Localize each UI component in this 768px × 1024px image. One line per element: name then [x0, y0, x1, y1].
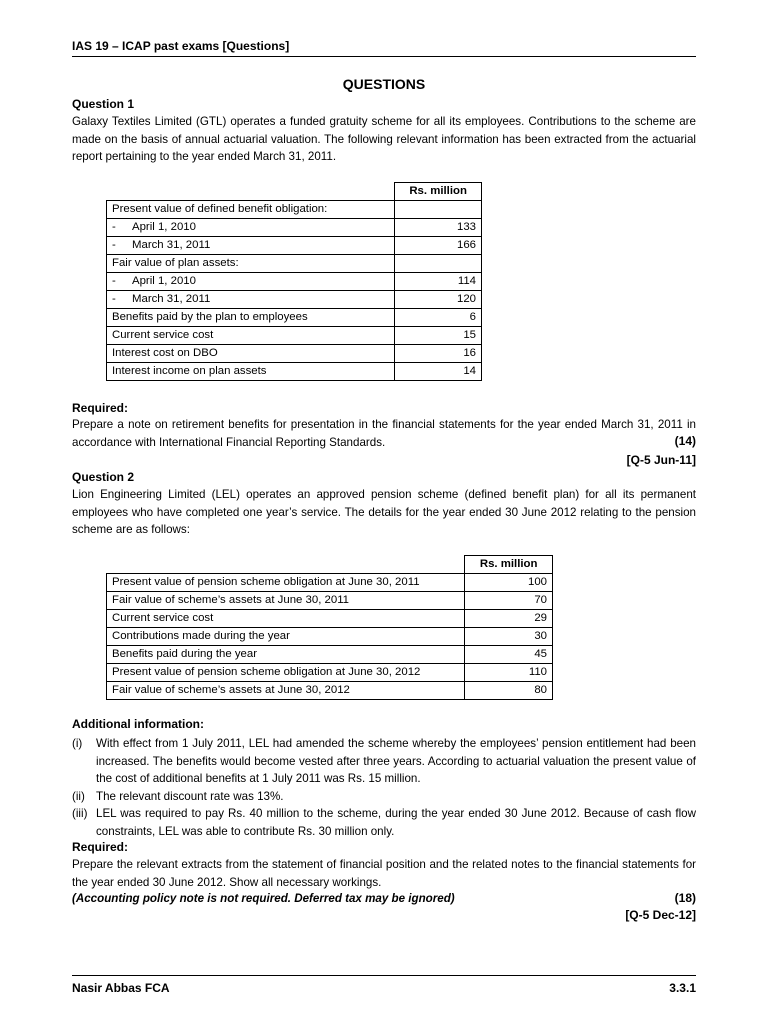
row-label	[107, 345, 395, 363]
row-label	[107, 574, 465, 592]
row-value: 45	[465, 646, 553, 664]
row-label-text: Current service cost	[112, 612, 214, 624]
row-value: 16	[395, 345, 482, 363]
list-item	[72, 805, 696, 840]
question-2-table	[106, 555, 553, 700]
row-label	[107, 682, 465, 700]
column-header: Rs. million	[465, 556, 553, 574]
row-label-text: Benefits paid by the plan to employees	[112, 311, 308, 323]
row-value: 80	[465, 682, 553, 700]
row-label	[107, 309, 395, 327]
page-number: 3.3.1	[669, 981, 696, 995]
dash-marker: -	[112, 275, 116, 287]
row-label	[107, 610, 465, 628]
list-text: LEL was required to pay Rs. 40 million to the scheme, during the year ended 30 June 2012. Because of cash flow constraints, LEL was able to contribute Rs. 30 million only.	[96, 807, 696, 838]
row-value: 70	[465, 592, 553, 610]
row-label-text: Benefits paid during the year	[112, 648, 258, 660]
page	[72, 0, 696, 1024]
row-label	[107, 646, 465, 664]
row-label-text: Fair value of scheme’s assets at June 30, 2011	[112, 594, 350, 606]
row-value: 120	[395, 291, 482, 309]
row-label	[107, 327, 395, 345]
row-label-text: April 1, 2010	[132, 221, 196, 233]
row-label-text: Present value of pension scheme obligation at June 30, 2011	[112, 576, 420, 588]
row-value	[395, 201, 482, 219]
table-row	[107, 682, 553, 700]
row-value: 29	[465, 610, 553, 628]
row-label	[107, 255, 395, 273]
row-value: 166	[395, 237, 482, 255]
table-row	[107, 327, 482, 345]
row-label	[107, 628, 465, 646]
table-row	[107, 646, 553, 664]
row-label	[107, 291, 395, 309]
question-2-marks: (18)	[674, 891, 696, 905]
table-row	[107, 610, 553, 628]
question-1-intro: Galaxy Textiles Limited (GTL) operates a funded gratuity scheme for all its employees. Contributions to the scheme are made on the basis of annual actuarial valuation. The following relevant information has been extracted from the actuarial report pertaining to the year ended March 31, 2011.	[72, 115, 696, 163]
row-label	[107, 201, 395, 219]
table-row	[107, 201, 482, 219]
dash-marker: -	[112, 293, 116, 305]
row-label-text: Fair value of plan assets:	[112, 257, 239, 269]
list-marker: (iii)	[72, 807, 88, 820]
row-label-text: Present value of pension scheme obligation at June 30, 2012	[112, 666, 421, 678]
table-row	[107, 237, 482, 255]
row-label-text: Present value of defined benefit obligation:	[112, 203, 328, 215]
dash-marker: -	[112, 221, 116, 233]
row-label-text: Interest cost on DBO	[112, 347, 218, 359]
question-1-required-label: Required:	[72, 401, 129, 415]
table-row	[107, 219, 482, 237]
list-marker: (ii)	[72, 789, 85, 803]
question-2-required-text: Prepare the relevant extracts from the statement of financial position and the related notes to the financial statements for the year ended 30 June 2012. Show all necessary workings.	[72, 858, 696, 889]
row-label-text: Current service cost	[112, 329, 214, 341]
footer-author: Nasir Abbas FCA	[72, 981, 170, 995]
question-1-heading: Question 1	[72, 97, 135, 111]
question-1-required-text	[72, 416, 696, 451]
table-row	[107, 363, 482, 381]
dash-marker: -	[112, 239, 116, 251]
list-text: With effect from 1 July 2011, LEL had amended the scheme whereby the employees’ pension entitlement had been increased. The benefits would become vested after three years. According to actuarial valuation the present value of the cost of additional benefits at 1 July 2011 was Rs. 15 million.	[96, 737, 696, 785]
column-header: Rs. million	[395, 183, 482, 201]
question-1-reference: [Q-5 Jun-11]	[626, 453, 696, 467]
running-header: IAS 19 – ICAP past exams [Questions]	[72, 38, 696, 57]
question-2-note: (Accounting policy note is not required. Deferred tax may be ignored)	[72, 892, 455, 905]
question-1-marks: (14)	[674, 434, 696, 448]
question-1-table	[106, 182, 482, 381]
table-header-row	[107, 556, 553, 574]
row-label-text: Contributions made during the year	[112, 630, 290, 642]
list-marker: (i)	[72, 737, 83, 750]
table-row	[107, 273, 482, 291]
list-item	[72, 735, 696, 788]
table-row	[107, 345, 482, 363]
row-label-text: April 1, 2010	[132, 275, 196, 287]
row-value	[395, 255, 482, 273]
row-label-text: March 31, 2011	[132, 239, 211, 251]
table-row	[107, 291, 482, 309]
row-label	[107, 273, 395, 291]
question-2-intro: Lion Engineering Limited (LEL) operates an approved pension scheme (defined benefit plan) for all its permanent employees who have completed one year’s service. The details for the year ended 30 June 2012 relating to the pension scheme are as follows:	[72, 488, 696, 536]
row-label-text: Interest income on plan assets	[112, 365, 267, 377]
required-text: Prepare a note on retirement benefits for presentation in the financial statements for the year ended March 31, 2011 in accordance with International Financial Reporting Standards.	[72, 418, 696, 449]
list-text: The relevant discount rate was 13%.	[96, 789, 284, 803]
table-row	[107, 574, 553, 592]
row-value: 15	[395, 327, 482, 345]
additional-info-label: Additional information:	[72, 717, 204, 731]
row-value: 114	[395, 273, 482, 291]
table-row	[107, 664, 553, 682]
question-2-required-label: Required:	[72, 840, 129, 854]
row-label	[107, 219, 395, 237]
row-label	[107, 664, 465, 682]
row-label-text: Fair value of scheme’s assets at June 30, 2012	[112, 684, 350, 696]
page-title: QUESTIONS	[342, 76, 426, 92]
table-row	[107, 592, 553, 610]
page-footer	[72, 975, 696, 997]
list-item	[72, 788, 696, 806]
row-value: 110	[465, 664, 553, 682]
row-value: 14	[395, 363, 482, 381]
additional-info-list	[72, 735, 696, 840]
row-value: 133	[395, 219, 482, 237]
question-2-reference: [Q-5 Dec-12]	[625, 908, 696, 922]
row-value: 6	[395, 309, 482, 327]
table-header-row	[107, 183, 482, 201]
row-label	[107, 237, 395, 255]
table-row	[107, 309, 482, 327]
row-value: 100	[465, 574, 553, 592]
table-row	[107, 255, 482, 273]
question-2-heading: Question 2	[72, 470, 135, 484]
row-value: 30	[465, 628, 553, 646]
row-label	[107, 592, 465, 610]
table-row	[107, 628, 553, 646]
row-label	[107, 363, 395, 381]
row-label-text: March 31, 2011	[132, 293, 211, 305]
